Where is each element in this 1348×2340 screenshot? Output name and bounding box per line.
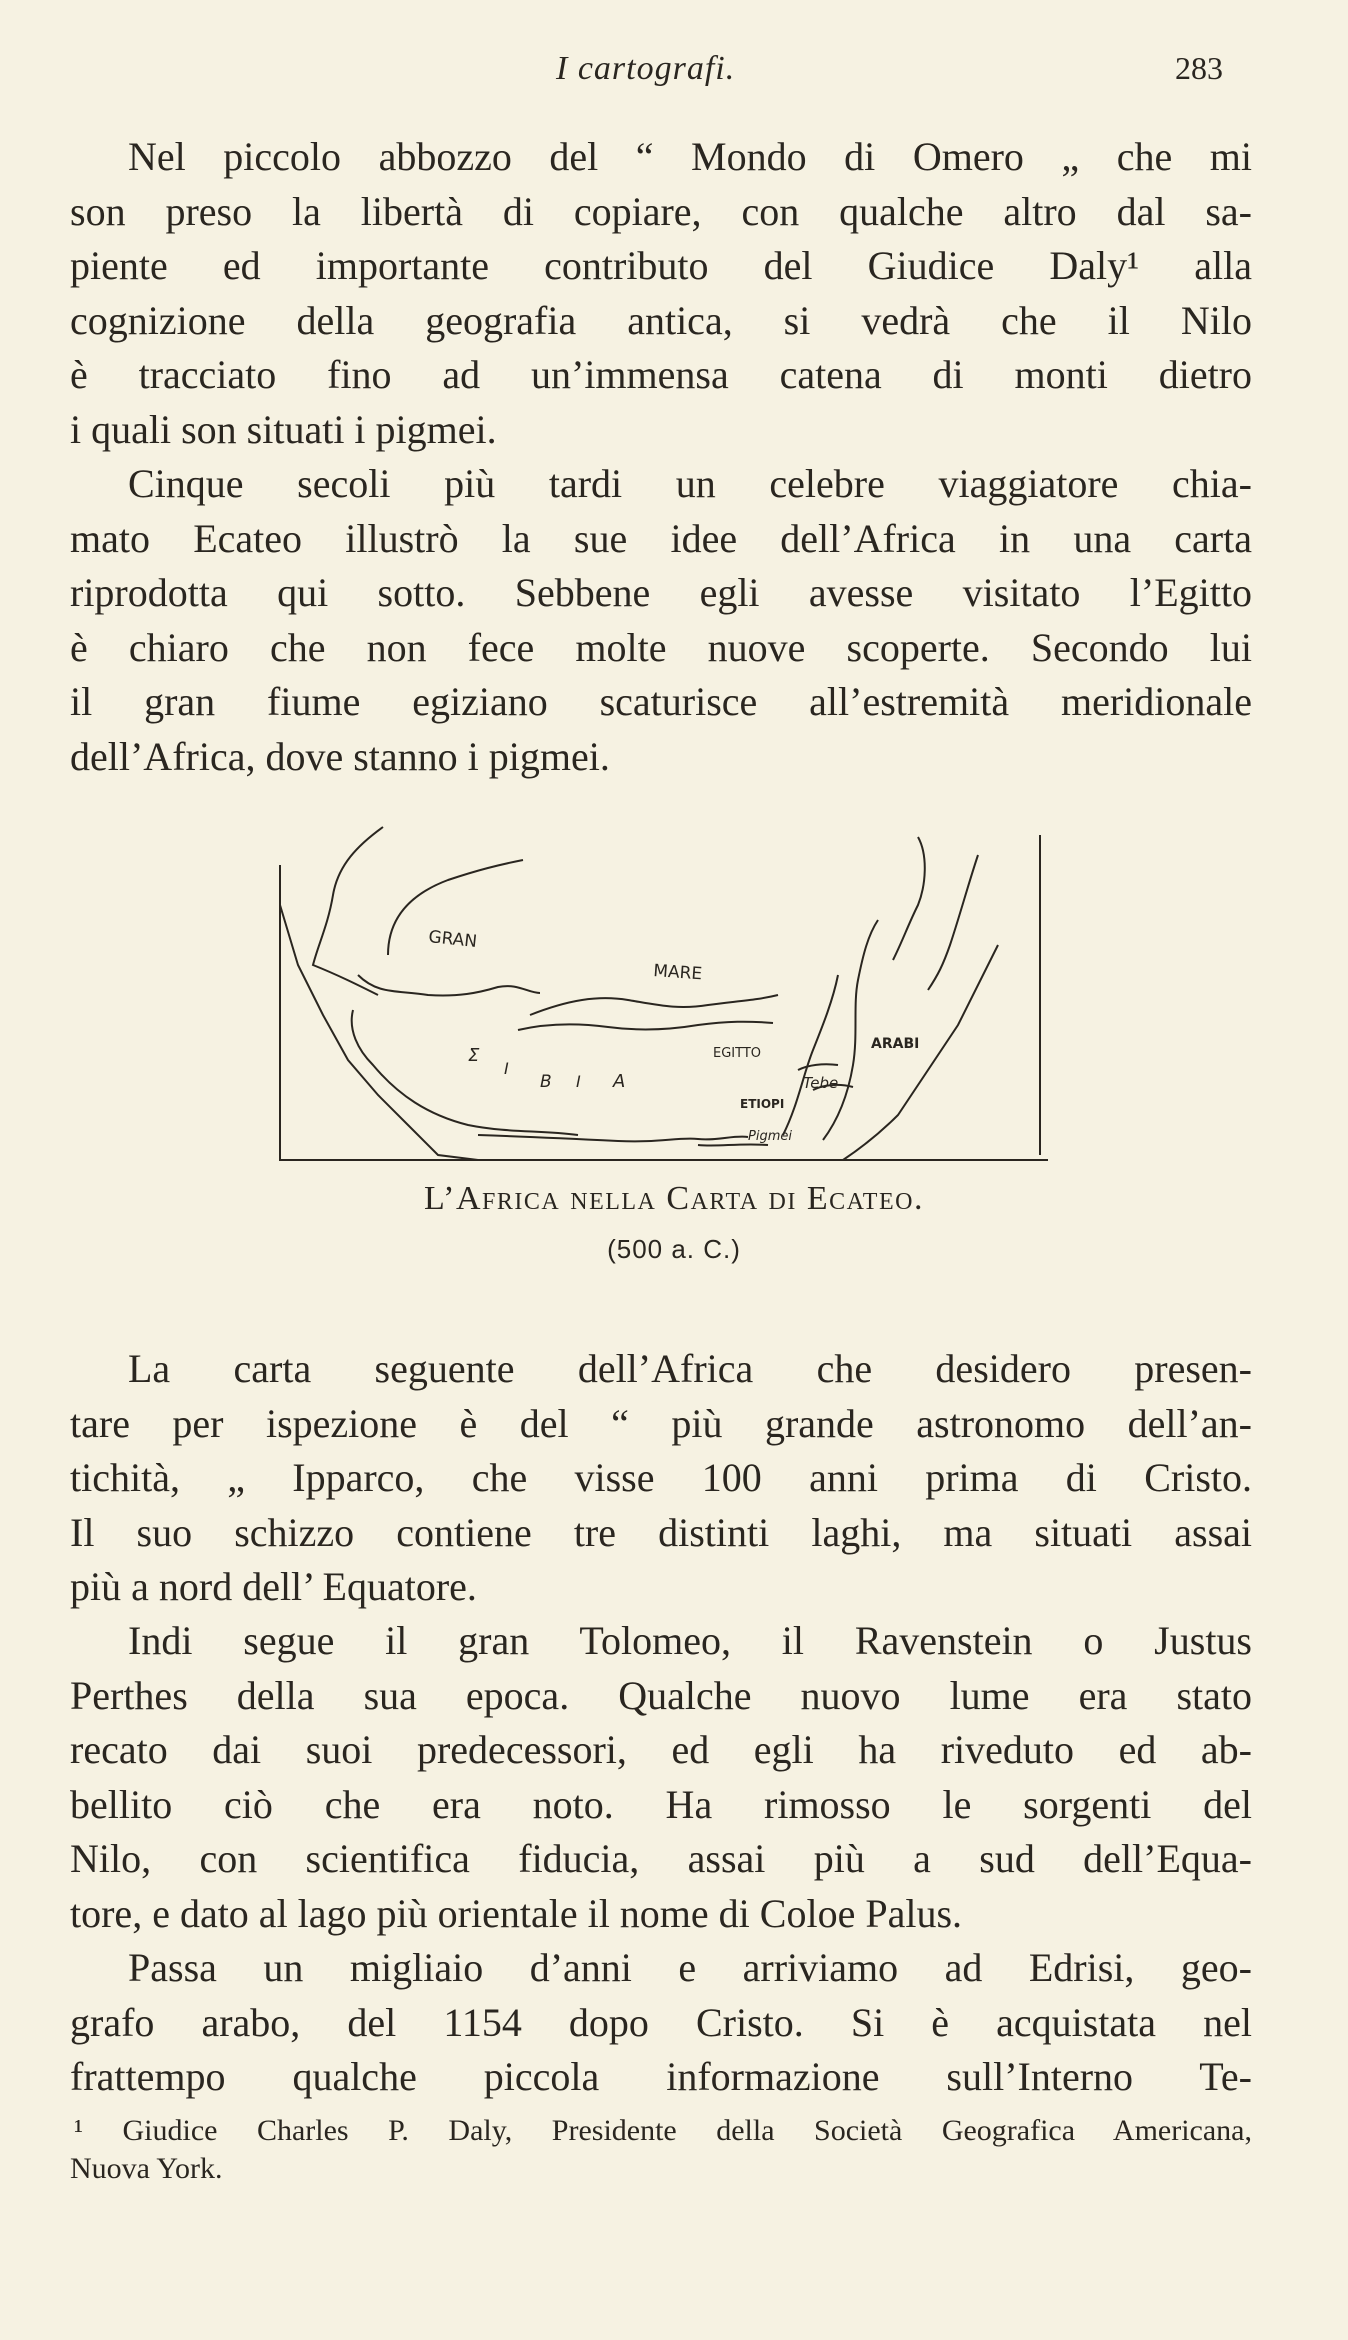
map-label-libia-4: I: [576, 1072, 581, 1091]
paragraph-3: [70, 1342, 1252, 1615]
coastline-gran-mare: [358, 975, 540, 996]
map-label-libia-3: B: [540, 1072, 552, 1092]
text-line: tichità, „ Ipparco, che visse 100 anni prima di Cristo.: [70, 1455, 1252, 1500]
arabia-coast: [843, 945, 998, 1160]
paragraph-5: [70, 1941, 1252, 2105]
text-line: Perthes della sua epoca. Qualche nuovo lume era stato: [70, 1672, 1252, 1718]
coastline-south: [478, 1135, 748, 1141]
text-line: grafo arabo, del 1154 dopo Cristo. Si è acquistata nel: [70, 1999, 1252, 2045]
map-figure: [278, 825, 1048, 1165]
footnote-line: ¹ Giudice Charles P. Daly, Presidente della Società Geografica Americana,: [74, 2114, 1252, 2147]
text-line: cognizione della geografia antica, si vedrà che il Nilo: [70, 297, 1252, 343]
text-line: tore, e dato al lago più orientale il nome di Coloe Palus.: [70, 1890, 963, 1936]
text-line: mato Ecateo illustrò la sue idee dell’Africa in una carta: [70, 515, 1252, 561]
footnote: [70, 2112, 1252, 2188]
running-title: I cartografi.: [556, 50, 736, 87]
text-line: frattempo qualche piccola informazione sull’Interno Te-: [70, 2054, 1252, 2099]
egypt-coast: [518, 1022, 773, 1030]
nile-tributary: [823, 920, 878, 1140]
footnote-line: Nuova York.: [70, 2152, 223, 2185]
map-label-libia-2: I: [504, 1059, 509, 1078]
map-label-tebe: Tebe: [803, 1074, 839, 1092]
map-label-libia-1: Σ: [468, 1045, 480, 1066]
africa-map-ecateo: [278, 825, 1048, 1165]
paragraph-4: [70, 1614, 1252, 1941]
red-sea-east: [928, 855, 978, 990]
text-line: Indi segue il gran Tolomeo, il Ravenstein o Justus: [128, 1618, 1252, 1663]
text-line: dell’Africa, dove stanno i pigmei.: [70, 733, 610, 779]
map-label-etiopi: ETIOPI: [740, 1097, 785, 1111]
text-line: Nel piccolo abbozzo del “ Mondo di Omero „ che mi: [128, 134, 1252, 179]
map-label-libia-5: A: [613, 1071, 626, 1092]
map-frame: [280, 865, 1048, 1160]
text-line: è chiaro che non fece molte nuove scoperte. Secondo lui: [70, 624, 1252, 670]
text-line: recato dai suoi predecessori, ed egli ha riveduto ed ab-: [70, 1727, 1252, 1772]
text-line: Cinque secoli più tardi un celebre viaggiatore chia-: [128, 461, 1252, 506]
map-label-gran: GRAN: [427, 927, 478, 953]
map-label-pigmei: Pigmei: [748, 1129, 792, 1144]
text-line: Nilo, con scientifica fiducia, assai più a sud dell’Equa-: [70, 1836, 1252, 1881]
figure-caption: L’Africa nella Carta di Ecateo.: [424, 1180, 924, 1217]
coastline-north: [313, 827, 383, 995]
red-sea-west: [893, 837, 925, 960]
text-line: il gran fiume egiziano scaturisce all’estremità meridionale: [70, 679, 1252, 724]
paragraph-2: [70, 457, 1252, 784]
map-label-arabi: ARABI: [871, 1036, 920, 1052]
text-line: piente ed importante contributo del Giudice Daly¹ alla: [70, 243, 1252, 288]
text-line: riprodotta qui sotto. Sebbene egli avesse visitato l’Egitto: [70, 570, 1252, 615]
text-line: Passa un migliaio d’anni e arriviamo ad Edrisi, geo-: [128, 1945, 1252, 1990]
pigmei-underline: [698, 1144, 768, 1145]
page-number: 283: [1175, 50, 1223, 86]
map-label-egitto: EGITTO: [713, 1046, 762, 1061]
egypt-delta: [530, 995, 778, 1015]
text-line: La carta seguente dell’Africa che desidero presen-: [128, 1346, 1252, 1391]
text-line: Il suo schizzo contiene tre distinti laghi, ma situati assai: [70, 1509, 1252, 1555]
text-line: è tracciato fino ad un’immensa catena di monti dietro: [70, 352, 1252, 397]
text-line: son preso la libertà di copiare, con qualche altro dal sa-: [70, 188, 1252, 234]
text-line: tare per ispezione è del “ più grande astronomo dell’an-: [70, 1400, 1252, 1446]
nile-river: [783, 975, 838, 1135]
map-label-mare: MARE: [652, 961, 703, 985]
text-line: i quali son situati i pigmei.: [70, 406, 497, 452]
text-line: bellito ciò che era noto. Ha rimosso le sorgenti del: [70, 1781, 1252, 1827]
text-line: più a nord dell’ Equatore.: [70, 1564, 477, 1609]
paragraph-1: [70, 130, 1252, 457]
page-header: [0, 50, 1348, 100]
figure-caption-date: (500 a. C.): [607, 1234, 741, 1264]
